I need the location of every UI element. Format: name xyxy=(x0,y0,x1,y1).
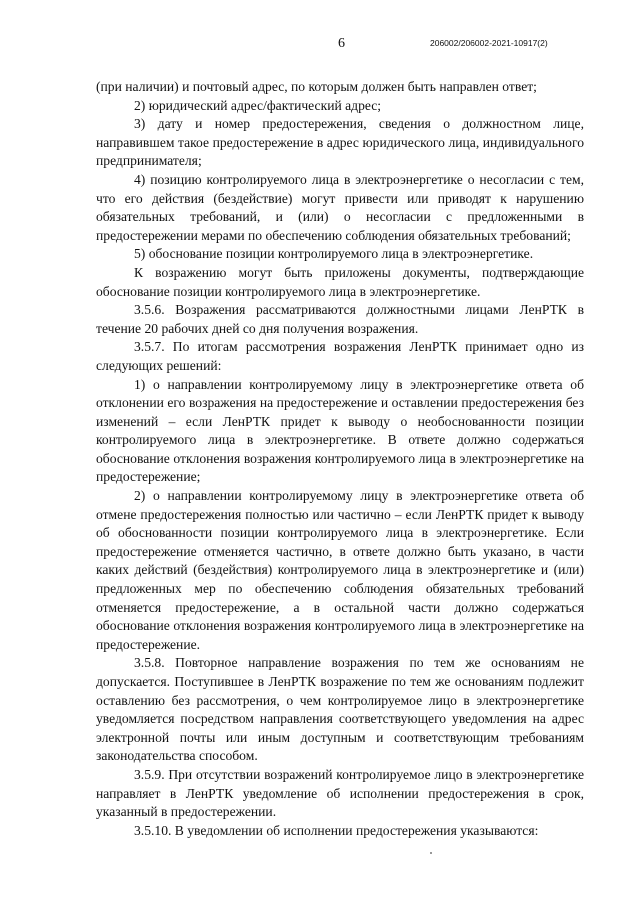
page-number: 6 xyxy=(338,36,345,51)
paragraph-3-5-9: 3.5.9. При отсутствии возражений контролируемое лицо в электроэнергетике направляет в ЛенРТК уведомление об исполнении предостережения в срок, указанный в предостережении. xyxy=(96,766,584,820)
paragraph-decision-1: 1) о направлении контролируемому лицу в электроэнергетике ответа об отклонении его возражения на предостережение и оставлении предостережения без изменений – если ЛенРТК придет к выводу о необоснованности позиции контролируемого лица в электроэнергетике. В ответе должно содержаться обоснование отклонения возражения контролируемого лица в электроэнергетике на предостережение; xyxy=(96,376,584,485)
paragraph-3-5-7: 3.5.7. По итогам рассмотрения возражения ЛенРТК принимает одно из следующих решений: xyxy=(96,339,584,373)
paragraph-item-3: 3) дату и номер предостережения, сведения о должностном лице, направившем такое предостережение в адрес юридического лица, индивидуального предпринимателя; xyxy=(96,116,584,169)
paragraph-address-continuation: (при наличии) и почтовый адрес, по которым должен быть направлен ответ; xyxy=(96,79,537,94)
paragraph-3-5-10: 3.5.10. В уведомлении об исполнении предостережения указываются: xyxy=(134,822,539,838)
document-id: 206002/206002-2021-10917(2) xyxy=(430,38,548,48)
paragraph-attached-documents: К возражению могут быть приложены документы, подтверждающие обоснование позиции контролируемого лица в электроэнергетике. xyxy=(96,264,584,299)
paragraph-decision-2: 2) о направлении контролируемому лицу в электроэнергетике ответа об отмене предостережения полностью или частично – если ЛенРТК придет к выводу об обоснованности позиции контролируемого лица в электроэнергетике. Если предостережение отменяется частично, в ответе должно быть указано, в части каких действий (бездействия) контролируемого лица в электроэнергетике и (или) предложенных мер по обеспечению соблюдения обязательных требований отменяется предостережение, а в остальной части должно содержаться обоснование отклонения возражения контролируемого лица в электроэнергетике на предостережение. xyxy=(96,488,584,652)
paragraph-item-5: 5) обоснование позиции контролируемого лица в электроэнергетике. xyxy=(134,246,534,262)
paragraph-item-2: 2) юридический адрес/фактический адрес; xyxy=(134,97,382,113)
paragraph-3-5-8: 3.5.8. Повторное направление возражения по тем же основаниям не допускается. Поступившее в ЛенРТК возражение по тем же основаниям подлежит оставлению без рассмотрения, о чем контролируемое лицо в электроэнергетике уведомляется посредством направления соответствующего уведомления на адрес электронной почты или иным доступным и соответствующим требованиям законодательства способом. xyxy=(96,655,584,764)
paragraph-item-4: 4) позицию контролируемого лица в электроэнергетике о несогласии с тем, что его действия (бездействие) могут привести или приводят к нарушению обязательных требований, и (или) о несогласии с предложенными в предостережении мерами по обеспечению соблюдения обязательных требований; xyxy=(96,171,584,243)
paragraph-3-5-6: 3.5.6. Возражения рассматриваются должностными лицами ЛенРТК в течение 20 рабочих дней со дня получения возражения. xyxy=(96,302,584,336)
scan-mark xyxy=(430,852,432,854)
document-body xyxy=(96,78,584,840)
